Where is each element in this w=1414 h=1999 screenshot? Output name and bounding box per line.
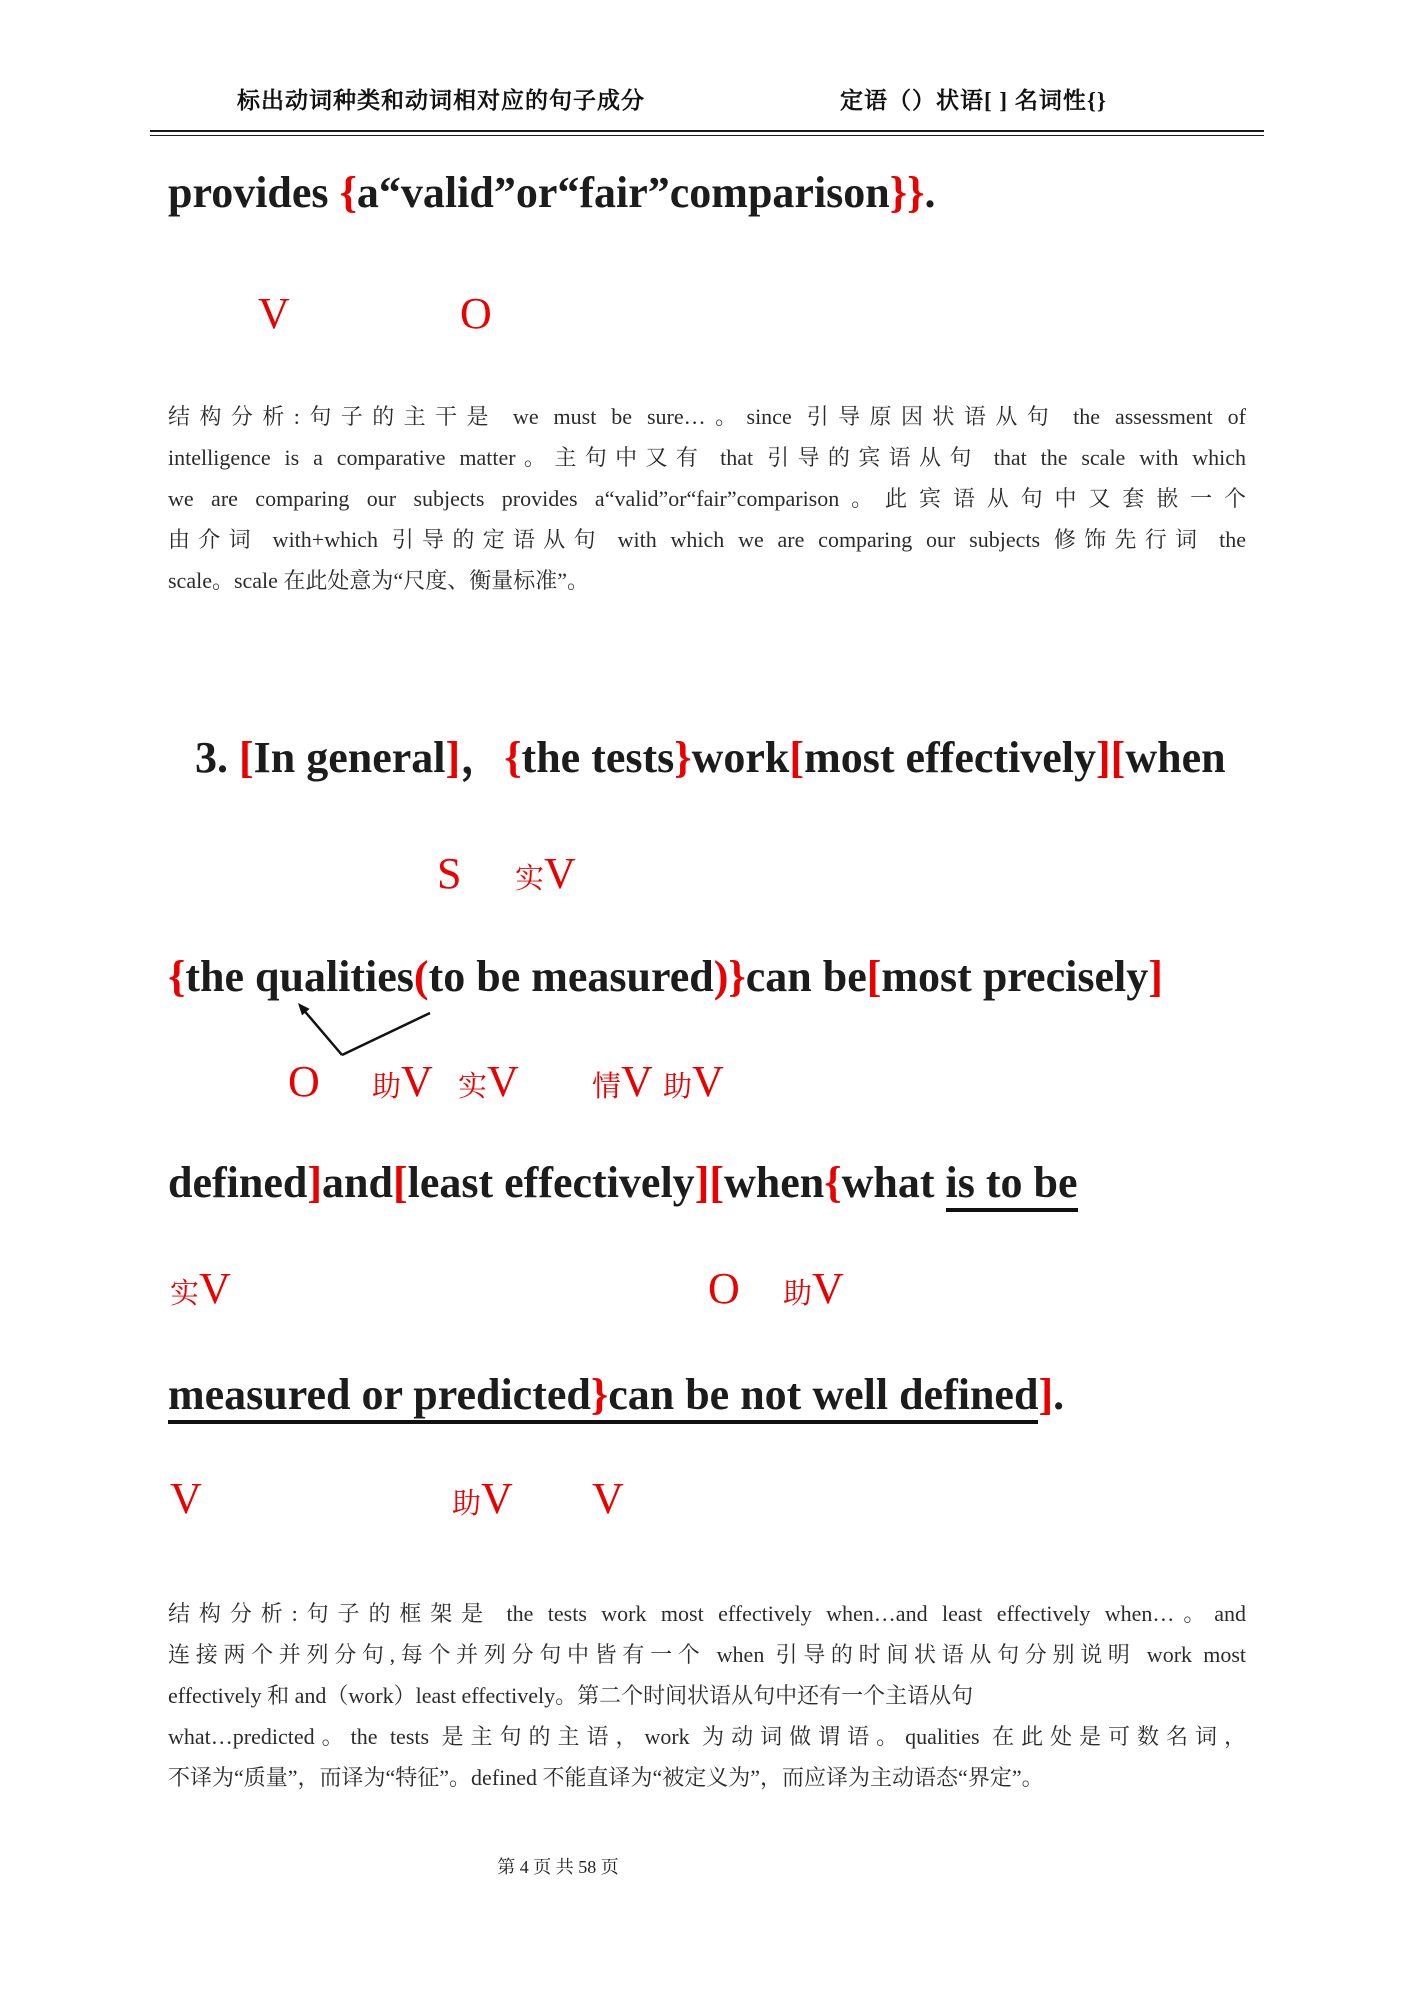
text-segment: what [841, 1158, 946, 1207]
paragraph-line: 结构分析:句子的框架是 the tests work most effectively when…and least effectively when…。and [168, 1601, 1246, 1626]
auxiliary-verb-label [372, 1058, 433, 1106]
verb-letter: V [544, 849, 576, 898]
header-left-title: 标出动词种类和动词相对应的句子成分 [237, 88, 645, 113]
text-segment: ] [1148, 952, 1163, 1001]
notional-verb-label [170, 1265, 231, 1313]
text-segment: } [728, 952, 746, 1001]
text-segment: ] [1038, 1370, 1054, 1419]
text-segment: }} [889, 168, 925, 217]
text-segment: } [674, 733, 692, 782]
header-divider [150, 130, 1264, 136]
text-segment: [ [709, 1158, 724, 1207]
page-number: 第 4 页 共 58 页 [497, 1857, 619, 1877]
paragraph-line: what…predicted。the tests 是主句的主语，work 为动词做谓语。qualities 在此处是可数名词， [168, 1724, 1246, 1749]
text-segment: } [591, 1370, 608, 1424]
text-segment: ( [413, 952, 429, 1001]
text-segment: [ [866, 952, 882, 1001]
text-segment: when [1125, 733, 1226, 782]
text-segment: ] [445, 733, 461, 782]
text-segment: ] [307, 1158, 323, 1207]
verb-letter: V [692, 1057, 724, 1106]
verb-type-cn: 情 [592, 1071, 622, 1103]
text-segment: measured or predicted [168, 1370, 591, 1424]
label-row-c [0, 1265, 1414, 1325]
object-label: O [288, 1057, 320, 1106]
text-segment: { [504, 733, 522, 782]
text-segment: [ [789, 733, 805, 782]
auxiliary-verb-label [452, 1475, 513, 1523]
verb-letter: V [481, 1474, 513, 1523]
text-segment: provides [168, 168, 340, 217]
text-segment: most effectively [804, 733, 1097, 782]
sentence-line-3a [195, 733, 1226, 784]
verb-letter: V [401, 1057, 433, 1106]
verb-letter: V [812, 1264, 844, 1313]
text-segment: ] [1096, 733, 1111, 782]
verb-label: V [592, 1474, 624, 1523]
paragraph-line: 由介词 with+which 引导的定语从句 with which we are comparing our subjects 修饰先行词 the [168, 527, 1246, 552]
auxiliary-verb-label [783, 1265, 844, 1313]
subject-label: S [437, 849, 462, 898]
verb-label: V [170, 1474, 202, 1523]
verb-letter: V [487, 1057, 519, 1106]
modal-verb-label [592, 1058, 653, 1106]
verb-type-cn: 助 [663, 1071, 693, 1103]
object-label: O [708, 1264, 740, 1313]
analysis-paragraph-2 [168, 1593, 1246, 1798]
verb-type-cn: 实 [515, 863, 545, 895]
text-segment: . [924, 168, 936, 217]
text-segment: . [1053, 1370, 1065, 1419]
text-segment: the tests [521, 733, 675, 782]
text-segment: to be measured [428, 952, 714, 1001]
verb-type-cn: 实 [170, 1278, 200, 1310]
verb-label: V [258, 289, 290, 338]
text-segment: and [322, 1158, 393, 1207]
paragraph-line: intelligence is a comparative matter。主句中又有 that 引导的宾语从句 that the scale with which [168, 445, 1246, 470]
auxiliary-verb-label [663, 1058, 724, 1106]
text-segment: { [339, 168, 357, 217]
notional-verb-label [515, 850, 576, 898]
text-segment: can be [745, 952, 867, 1001]
sentence-line-3d [168, 1370, 1064, 1421]
text-segment: ， [460, 733, 505, 782]
sentence-line-3c [168, 1158, 1078, 1209]
annotation-arrows [288, 997, 440, 1061]
text-segment: is to be [946, 1158, 1078, 1212]
text-segment: defined [168, 1158, 308, 1207]
verb-letter: V [621, 1057, 653, 1106]
object-label: O [460, 289, 492, 338]
verb-type-cn: 实 [458, 1071, 488, 1103]
verb-letter: V [199, 1264, 231, 1313]
text-segment: [ [239, 733, 254, 782]
sentence-line-1 [168, 168, 935, 219]
text-segment: ] [694, 1158, 710, 1207]
text-segment: ) [713, 952, 729, 1001]
paragraph-line: scale。scale 在此处意为“尺度、衡量标准”。 [168, 568, 589, 593]
label-row-d [0, 1475, 1414, 1535]
verb-type-cn: 助 [783, 1278, 813, 1310]
notional-verb-label [458, 1058, 519, 1106]
text-segment: least effectively [407, 1158, 695, 1207]
paragraph-line: 连接两个并列分句,每个并列分句中皆有一个 when 引导的时间状语从句分别说明 work most [168, 1642, 1246, 1667]
label-row-1 [0, 290, 1414, 350]
verb-type-cn: 助 [452, 1488, 482, 1520]
label-row-b [0, 1058, 1414, 1118]
paragraph-line: we are comparing our subjects provides a“valid”or“fair”comparison。此宾语从句中又套嵌一个 [168, 486, 1246, 511]
paragraph-line: 不译为“质量”，而译为“特征”。defined 不能直译为“被定义为”，而应译为主动语态“界定”。 [168, 1765, 1044, 1790]
text-segment: 3. [195, 733, 239, 782]
text-segment: [ [392, 1158, 408, 1207]
text-segment: In general [253, 733, 446, 782]
text-segment: work [691, 733, 790, 782]
text-segment: when [724, 1158, 825, 1207]
text-segment: [ [1110, 733, 1126, 782]
paragraph-line: effectively 和 and（work）least effectively。第二个时间状语从句中还有一个主语从句 [168, 1683, 974, 1708]
text-segment: can be not well defined [608, 1370, 1038, 1424]
text-segment: the qualities [185, 952, 414, 1001]
analysis-paragraph-1 [168, 396, 1246, 601]
header-right-legend: 定语（）状语[ ] 名词性{} [840, 88, 1107, 113]
sentence-line-3b [168, 952, 1163, 1003]
text-segment: most precisely [881, 952, 1149, 1001]
text-segment: { [168, 952, 186, 1001]
label-row-s [0, 850, 1414, 910]
text-segment: a“valid”or“fair”comparison [356, 168, 890, 217]
verb-type-cn: 助 [372, 1071, 402, 1103]
paragraph-line: 结构分析:句子的主干是 we must be sure…。since 引导原因状语从句 the assessment of [168, 404, 1246, 429]
text-segment: { [824, 1158, 842, 1207]
